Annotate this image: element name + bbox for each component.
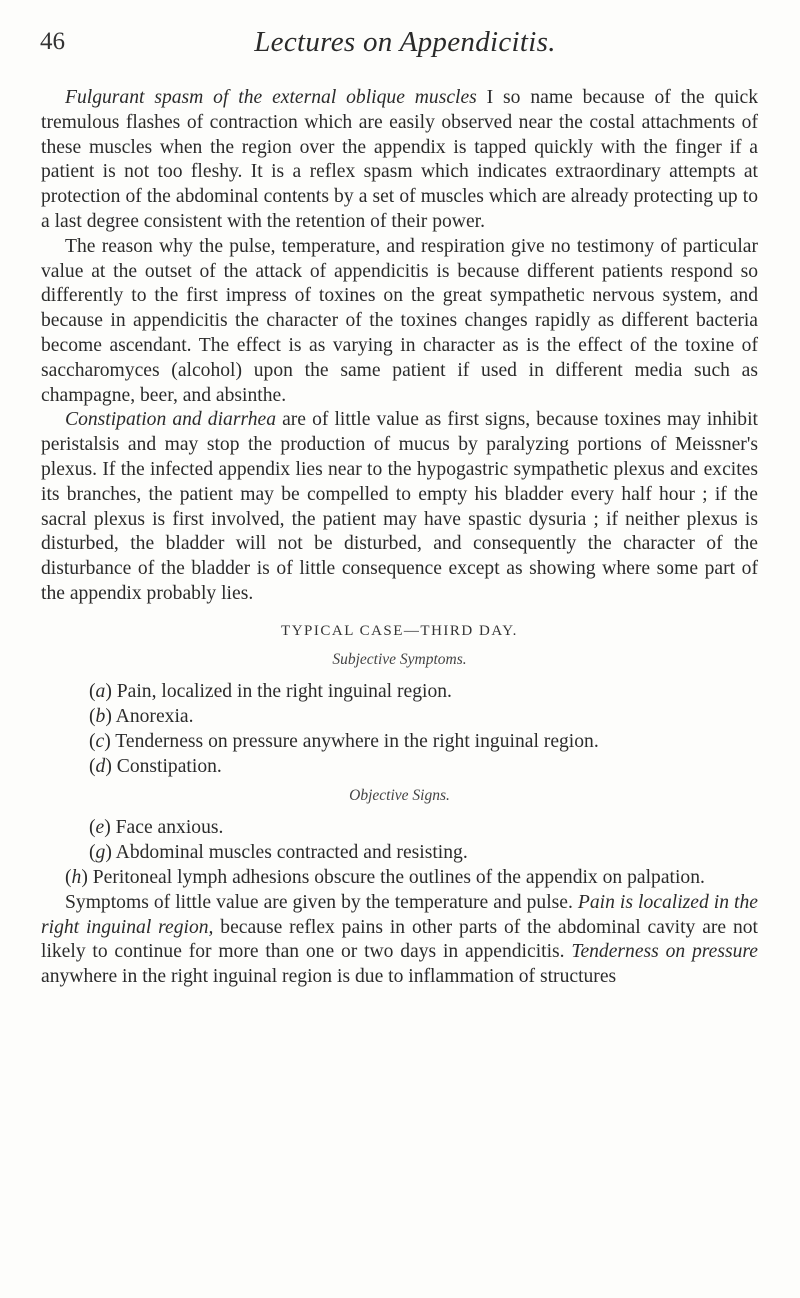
list-item-text: Pain, localized in the right inguinal region. xyxy=(111,681,452,703)
paragraph-pulse-temperature: The reason why the pulse, temperature, and respiration give no testimony of particular value at the outset of the attack of appendicitis is because different patients respond so differently to the first impress of toxines on the great sympathetic nervous system, and because in appendicitis the character of the toxines changes rapidly as different bacteria become ascendant. The effect is as varying in character as is the effect of the toxine of saccharomyces (alcohol) upon the same patient if used in different media such as champagne, beer, and absinthe. xyxy=(41,235,758,406)
page-body xyxy=(41,86,758,990)
paragraph-constipation xyxy=(41,408,758,606)
page-header xyxy=(40,28,760,68)
paragraph-lead-italic: Constipation and diarrhea xyxy=(65,409,277,431)
paragraph-text: are of little value as first signs, because toxines may inhibit peristalsis and may stop the production of mucus by paralyzing portions of Meissner's plexus. If the infected appendix lies near to the hypogastric sympathetic plexus and excites its branches, the patient may be compelled to empty his bladder every half hour ; if the sacral plexus is first involved, the patient may have spastic dysuria ; if neither plexus is disturbed, the bladder will not be disturbed, and consequently the character of the disturbance of the bladder is of little consequence except as showing where some part of the appendix probably lies. xyxy=(41,409,758,604)
list-marker: g xyxy=(95,842,106,864)
paragraph-lead-italic: Fulgurant spasm of the external oblique muscles xyxy=(65,87,477,108)
list-item: (b) Anorexia. xyxy=(89,706,194,728)
paragraph-text: anywhere in the right inguinal region is due to inflammation of structures xyxy=(41,966,617,988)
list-marker: h xyxy=(71,866,82,888)
list-item: (a) Pain, localized in the right inguinal region. xyxy=(89,681,452,703)
list-item-text: Anorexia. xyxy=(111,706,194,728)
list-marker: b xyxy=(95,706,106,728)
list-item-text: Peritoneal lymph adhesions obscure the outlines of the appendix on palpation. xyxy=(87,866,705,888)
objective-heading: Objective Signs. xyxy=(349,786,450,804)
paragraph-symptoms-little-value xyxy=(41,891,758,990)
paragraph-fulgurant-spasm xyxy=(41,86,758,235)
paragraph-text: Symptoms of little value are given by the temperature and pulse. xyxy=(65,891,578,913)
list-item: (c) Tenderness on pressure anywhere in the right inguinal region. xyxy=(89,730,599,752)
list-item-text: Face anxious. xyxy=(110,817,224,839)
list-item: (h) Peritoneal lymph adhesions obscure the outlines of the appendix on palpation. xyxy=(65,866,705,888)
list-item-text: Tenderness on pressure anywhere in the right inguinal region. xyxy=(110,730,599,752)
paragraph-italic-phrase: Pain is localized in the right inguinal region, xyxy=(41,891,758,938)
list-marker: d xyxy=(95,755,106,777)
list-marker: a xyxy=(95,681,106,703)
list-marker: c xyxy=(95,730,105,752)
running-title: Lectures on Appendicitis. xyxy=(254,26,556,58)
subjective-heading: Subjective Symptoms. xyxy=(332,650,467,668)
list-item-text: Constipation. xyxy=(111,755,222,777)
list-item: (d) Constipation. xyxy=(89,755,222,777)
page-number: 46 xyxy=(40,28,65,55)
list-item-text: Abdominal muscles contracted and resisting. xyxy=(111,842,468,864)
case-title: TYPICAL CASE—THIRD DAY. xyxy=(281,622,518,639)
list-item: (g) Abdominal muscles contracted and resisting. xyxy=(89,842,468,864)
paragraph-italic-phrase: Tenderness on pressure xyxy=(571,941,758,963)
paragraph-text: I so name because of the quick tremulous flashes of contraction which are easily observed near the costal attachments of these muscles when the region over the appendix is tapped quickly with the finger if a patient is not too fleshy. It is a reflex spasm which indicates extraordinary attempts at protection of the abdominal contents by a set of muscles which are already protecting up to a last degree consistent with the retention of their power. xyxy=(41,87,759,232)
list-marker: e xyxy=(95,817,105,839)
paragraph-text: because reflex pains in other parts of the abdominal cavity are not likely to continue for more than one or two days in appendicitis. xyxy=(41,916,758,963)
list-item: (e) Face anxious. xyxy=(89,817,224,839)
